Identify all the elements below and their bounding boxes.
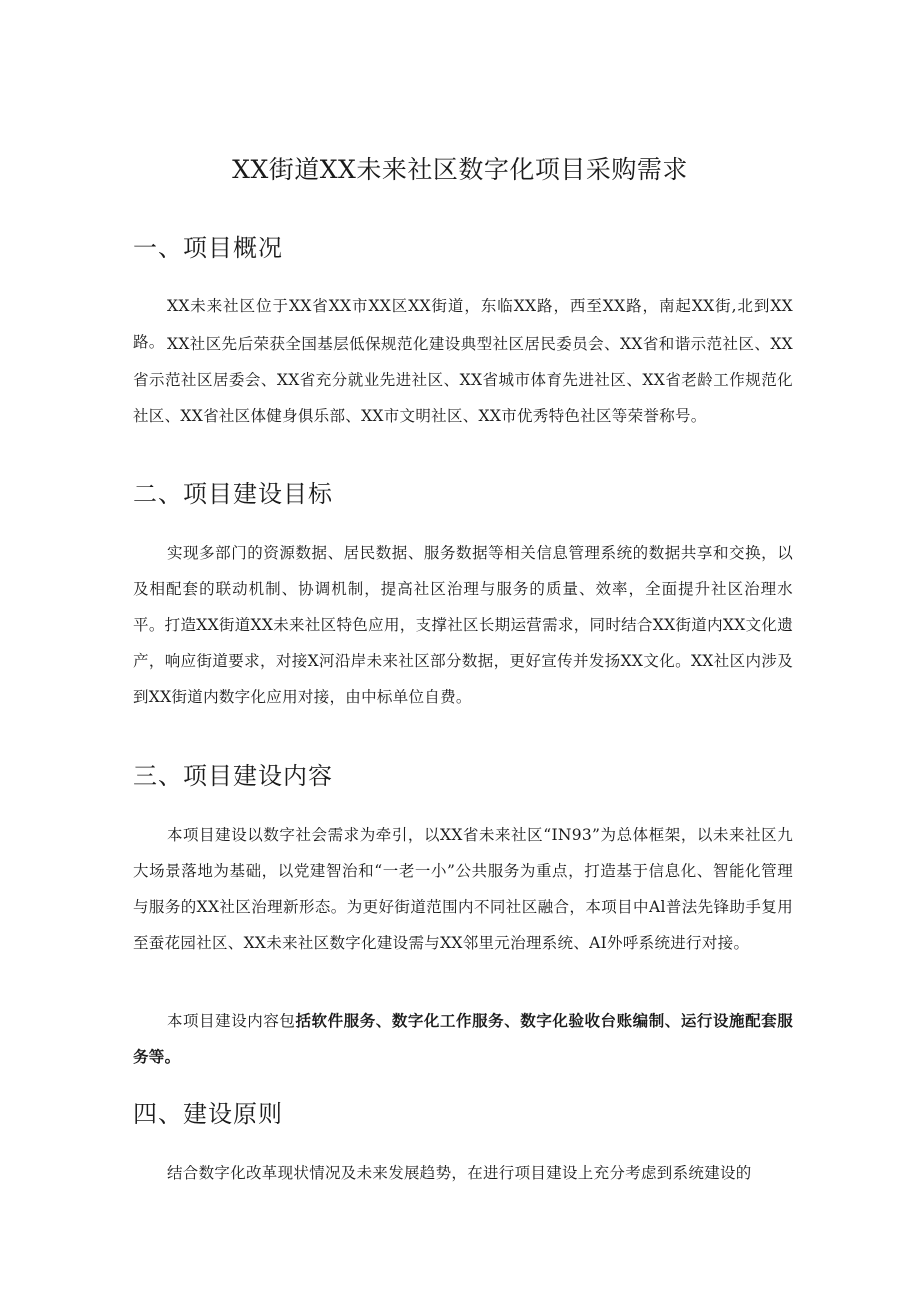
paragraph-principles: 结合数字化改革现状情况及未来发展趋势，在进行项目建设上充分考虑到系统建设的	[167, 1164, 752, 1182]
paragraph-content: 本项目建设以数字社会需求为牵引，以XX省未来社区“IN93”为总体框架，以未来社区九大场景落地为基础，以党建智治和“一老一小”公共服务为重点，打造基于信息化、智能化管理与服务的XX社区治理新形态。为更好街道范围内不同社区融合，本项目中Al普法先锋助手复用至蚕花园社区、XX未来社区数字化建设需与XX邻里元治理系统、AI外呼系统进行对接。	[133, 826, 793, 952]
section-heading-goals: 二、项目建设目标	[133, 480, 333, 508]
content-scope-bold: 括软件服务、数字化工作服务、数字化验收台账编制、运行设施配套服务等。	[133, 1011, 793, 1066]
paragraph-content-scope	[133, 1003, 793, 1075]
paragraph-goals: 实现多部门的资源数据、居民数据、服务数据等相关信息管理系统的数据共享和交换，以及相配套的联动机制、协调机制，提高社区治理与服务的质量、效率，全面提升社区治理水平。打造XX街道XX未来社区特色应用，支撑社区长期运营需求，同时结合XX街道内XX文化遗产，响应街道要求，对接X河沿岸未来社区部分数据，更好宣传并发扬XX文化。XX社区内涉及到XX街道内数字化应用对接，由中标单位自费。	[133, 544, 793, 706]
paragraph-honors: XX社区先后荣获全国基层低保规范化建设典型社区居民委员会、XX省和谐示范社区、XX省示范社区居委会、XX省充分就业先进社区、XX省城市体育先进社区、XX省老龄工作规范化社区、XX省社区体健身俱乐部、XX市文明社区、XX市优秀特色社区等荣誉称号。	[133, 335, 793, 425]
document-title: XX街道XX未来社区数字化项目采购需求	[232, 155, 688, 184]
section-heading-principles: 四、建设原则	[133, 1100, 283, 1128]
paragraph-location: XX未来社区位于XX省XX市XX区XX街道，东临XX路，西至XX路，南起XX街,北到XX路。	[133, 297, 793, 351]
section-heading-content: 三、项目建设内容	[133, 762, 333, 790]
section-heading-overview: 一、项目概况	[133, 234, 283, 262]
content-scope-intro: 本项目建设内容包	[167, 1012, 296, 1030]
